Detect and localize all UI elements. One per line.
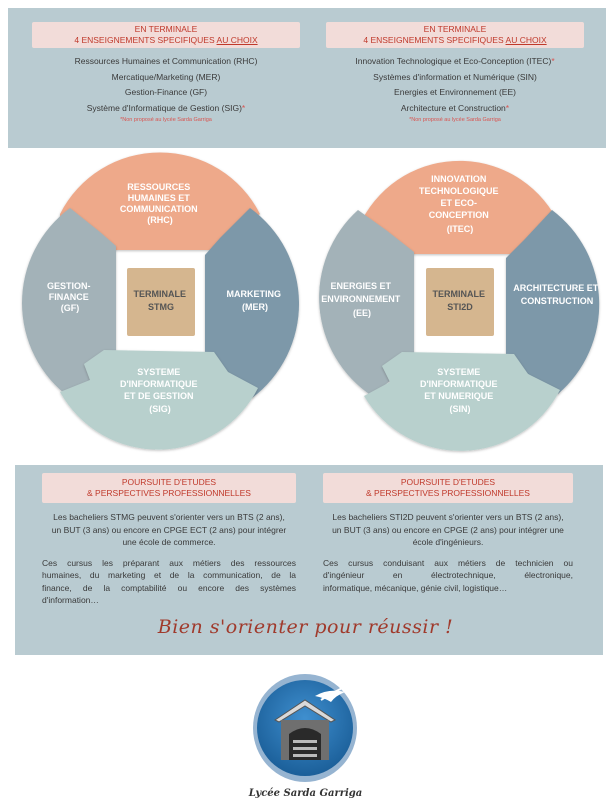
stmg-pursuit-intro: Les bacheliers STMG peuvent s'orienter vers un BTS (2 ans), un BUT (3 ans) ou encore en CPGE ECT (2 ans) pour intégrer une école de commerce. [51,512,287,547]
sti2d-pursuit-header: POURSUITE D'ETUDES & PERSPECTIVES PROFESSIONNELLES [323,473,573,503]
sti2d-right-label: ARCHITECTURE ET CONSTRUCTION [513,283,599,306]
sti2d-pursuit-intro: Les bacheliers STI2D peuvent s'orienter vers un BTS (2 ans), un BUT (3 ans) ou encore en CPGE (2 ans) pour intégrer une école d'ingénieurs. [332,512,564,547]
list-item: Gestion-Finance (GF) [124,87,208,97]
stmg-center-label: TERMINALE STMG [133,289,186,312]
stmg-specialties [32,22,300,124]
list-item: Ressources Humaines et Communication (RHC) [74,56,258,66]
sti2d-bottom-label: SYSTEME D'INFORMATIQUE ET NUMERIQUE (SIN) [420,367,498,414]
school-logo-icon [245,670,365,785]
list-item: Systèmes d'information et Numérique (SIN) [373,71,537,82]
list-item: Système d'Informatique de Gestion (SIG)* [86,102,246,113]
list-item: Innovation Technologique et Eco-Conception (ITEC)* [355,56,555,66]
sti2d-top-label: INNOVATION TECHNOLOGIQUE ET ECO- CONCEPTION (ITEC) [418,174,499,234]
stmg-bottom-label: SYSTEME D'INFORMATIQUE ET DE GESTION (SIG) [120,367,198,414]
specialty-wheels [0,150,611,460]
stmg-specialties-header: EN TERMINALE 4 ENSEIGNEMENTS SPECIFIQUES AU CHOIX [32,22,300,48]
sti2d-specialties-header: EN TERMINALE 4 ENSEIGNEMENTS SPECIFIQUES AU CHOIX [326,22,584,48]
footnote: *Non proposé au lycée Sarda Garriga [120,117,212,123]
stmg-pursuit-header: POURSUITE D'ETUDES & PERSPECTIVES PROFESSIONNELLES [42,473,296,503]
sti2d-pursuit-careers: Ces cursus conduisant aux métiers de technicien ou d'ingénieur en électrotechnique, électronique, informatique, mécanique, génie civil, logistique… [323,557,573,593]
sti2d-center-label: TERMINALE STI2D [432,289,485,312]
sti2d-left-label: ENERGIES ET ENVIRONNEMENT (EE) [321,281,401,318]
stmg-top-label: RESSOURCES HUMAINES ET COMMUNICATION (RHC) [119,182,198,225]
stmg-left-label: GESTION- FINANCE (GF) [46,281,91,313]
list-item: Architecture et Construction* [400,102,510,113]
stmg-pursuit [42,473,296,607]
sti2d-specialties [326,22,584,124]
specialties-panel [8,8,606,148]
list-item: Energies et Environnement (EE) [394,87,516,97]
slogan: Bien s'orienter pour réussir ! [157,616,454,638]
stmg-right-label: MARKETING (MER) [226,289,281,312]
school-name: Lycée Sarda Garriga [248,788,363,799]
footnote: *Non proposé au lycée Sarda Garriga [409,117,501,123]
sti2d-pursuit [323,473,573,594]
stmg-pursuit-careers: Ces cursus les préparant aux métiers des ressources humaines, du marketing et de la communication, de la finance, de la comptabilité ou encore des systèmes d'information… [42,557,296,605]
list-item: Mercatique/Marketing (MER) [111,71,221,82]
